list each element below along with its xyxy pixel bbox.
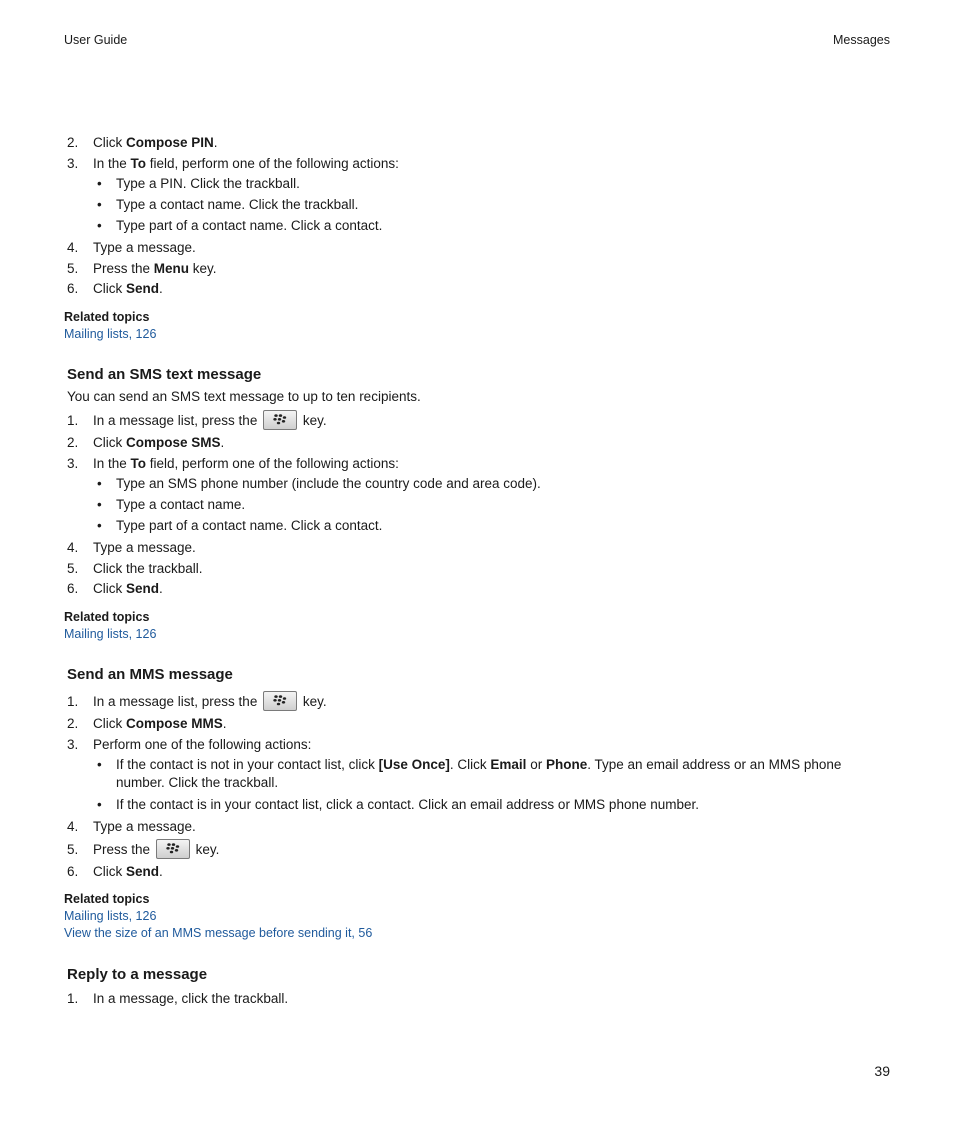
step-6: 6. Click Send. (67, 864, 163, 879)
step-4: 4. Type a message. (67, 540, 196, 555)
step-2: 2. Click Compose MMS. (67, 716, 227, 731)
link-view-mms-size[interactable]: View the size of an MMS message before sending it, 56 (64, 926, 373, 940)
bullet-item: • Type part of a contact name. Click a contact. (97, 518, 383, 533)
bullet-item: • If the contact is not in your contact list, click [Use Once]. Click Email or Phone. Type an email address or an MMS phone number. Click the trackball. (97, 757, 842, 790)
link-mailing-lists[interactable]: Mailing lists, 126 (64, 909, 157, 923)
sms-intro: You can send an SMS text message to up to ten recipients. (67, 389, 421, 404)
step-4: 4. Type a message. (67, 819, 196, 834)
link-mailing-lists[interactable]: Mailing lists, 126 (64, 627, 157, 641)
step-1: 1. In a message, click the trackball. (67, 991, 289, 1006)
step-3: 3. Perform one of the following actions: (67, 737, 312, 752)
heading-reply: Reply to a message (67, 966, 208, 983)
header-left: User Guide (64, 33, 128, 47)
step-1: 1. In a message list, press the key. (67, 410, 327, 430)
bullet-item: • Type part of a contact name. Click a contact. (97, 218, 383, 233)
step-6: 6. Click Send. (67, 581, 163, 596)
related-topics-label: Related topics (64, 892, 150, 906)
blackberry-menu-key-icon (263, 691, 297, 711)
step-5: 5. Press the key. (67, 839, 219, 859)
step-5: 5. Press the Menu key. (67, 261, 217, 276)
bullet-item: • Type a contact name. Click the trackball. (97, 197, 359, 212)
step-1: 1. In a message list, press the key. (67, 691, 327, 711)
step-6: 6. Click Send. (67, 281, 163, 296)
blackberry-menu-key-icon (263, 410, 297, 430)
step-3: 3. In the To field, perform one of the following actions: (67, 456, 399, 471)
page-number: 39 (874, 1063, 890, 1079)
blackberry-menu-key-icon (156, 839, 190, 859)
bullet-item: • Type a contact name. (97, 497, 246, 512)
link-mailing-lists[interactable]: Mailing lists, 126 (64, 327, 157, 341)
related-topics-label: Related topics (64, 610, 150, 624)
bullet-item: • If the contact is in your contact list, click a contact. Click an email address or MMS phone number. (97, 797, 700, 812)
heading-send-mms: Send an MMS message (67, 666, 233, 683)
bullet-item: • Type a PIN. Click the trackball. (97, 176, 300, 191)
step-4: 4. Type a message. (67, 240, 196, 255)
bullet-item: • Type an SMS phone number (include the country code and area code). (97, 476, 541, 491)
step-2: 2. Click Compose PIN. (67, 135, 218, 150)
header-right: Messages (833, 33, 890, 47)
step-3: 3. In the To field, perform one of the following actions: (67, 156, 399, 171)
step-5: 5. Click the trackball. (67, 561, 203, 576)
related-topics-label: Related topics (64, 310, 150, 324)
step-2: 2. Click Compose SMS. (67, 435, 225, 450)
heading-send-sms: Send an SMS text message (67, 366, 262, 383)
